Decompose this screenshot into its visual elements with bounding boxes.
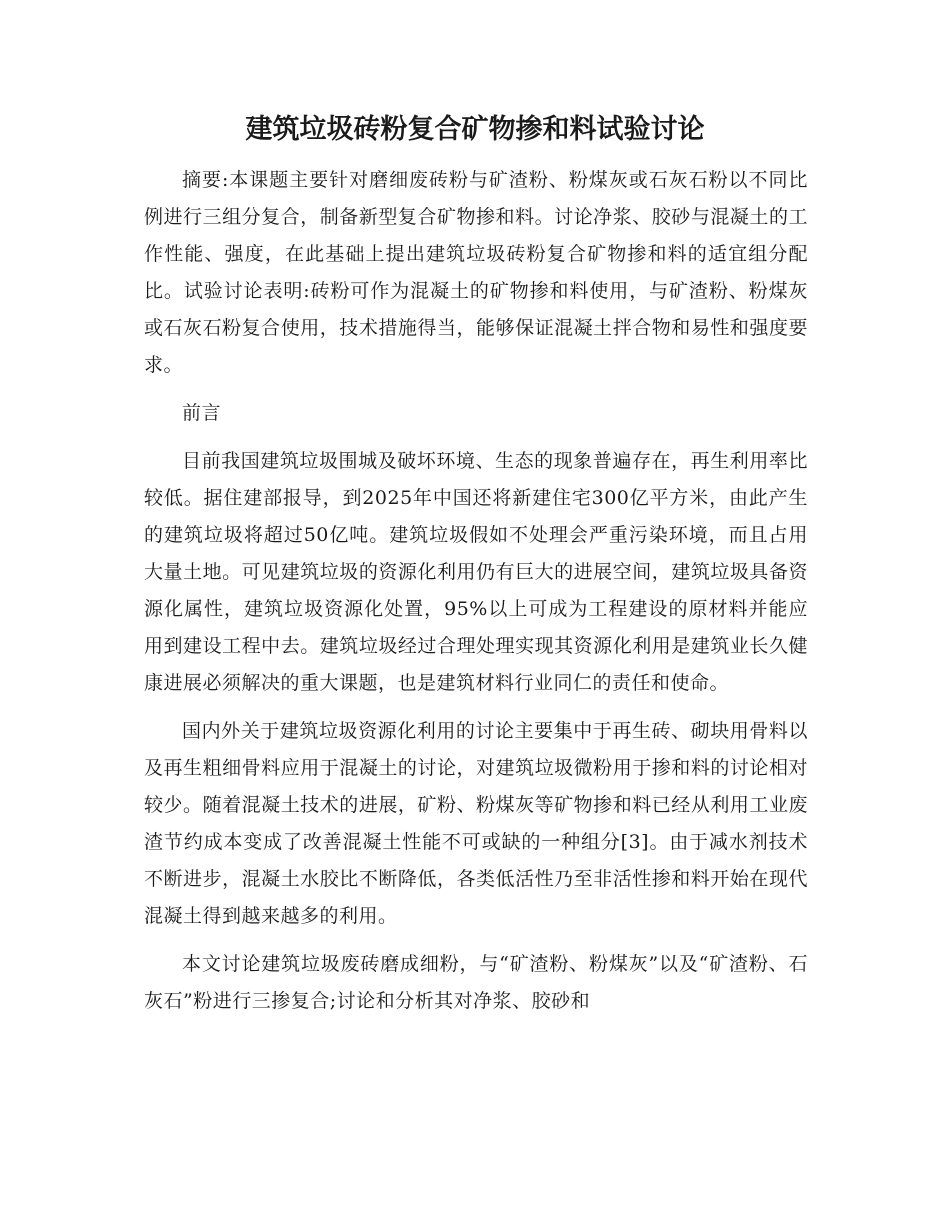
- paragraph-spacer: [144, 935, 808, 946]
- section-heading-preface: 前言: [182, 402, 222, 424]
- body-paragraph: 本文讨论建筑垃圾废砖磨成细粉，与“矿渣粉、粉煤灰”以及“矿渣粉、石灰石”粉进行三掺复合;讨论和分析其对净浆、胶砂和: [144, 953, 808, 1012]
- document-body: [144, 162, 808, 1020]
- document-title: 建筑垃圾砖粉复合矿物掺和料试验讨论: [245, 114, 705, 145]
- paragraph-spacer: [144, 384, 808, 395]
- paragraph-spacer: [144, 432, 808, 443]
- body-paragraph: 国内外关于建筑垃圾资源化利用的讨论主要集中于再生砖、砌块用骨料以及再生粗细骨料应用于混凝土的讨论，对建筑垃圾微粉用于掺和料的讨论相对较少。随着混凝土技术的进展，矿粉、粉煤灰等矿物掺和料已经从利用工业废渣节约成本变成了改善混凝土性能不可或缺的一种组分[3]。由于减水剂技术不断进步，混凝土水胶比不断降低，各类低活性乃至非活性掺和料开始在现代混凝土得到越来越多的利用。: [144, 720, 808, 927]
- abstract-paragraph: 摘要:本课题主要针对磨细废砖粉与矿渣粉、粉煤灰或石灰石粉以不同比例进行三组分复合，制备新型复合矿物掺和料。讨论净浆、胶砂与混凝土的工作性能、强度，在此基础上提出建筑垃圾砖粉复合矿物掺和料的适宜组分配比。试验讨论表明:砖粉可作为混凝土的矿物掺和料使用，与矿渣粉、粉煤灰或石灰石粉复合使用，技术措施得当，能够保证混凝土拌合物和易性和强度要求。: [144, 169, 808, 376]
- body-paragraph: 目前我国建筑垃圾围城及破坏环境、生态的现象普遍存在，再生利用率比较低。据住建部报导，到2025年中国还将新建住宅300亿平方米，由此产生的建筑垃圾将超过50亿吨。建筑垃圾假如不处理会严重污染环境，而且占用大量土地。可见建筑垃圾的资源化利用仍有巨大的进展空间，建筑垃圾具备资源化属性，建筑垃圾资源化处置，95%以上可成为工程建设的原材料并能应用到建设工程中去。建筑垃圾经过合理处理实现其资源化利用是建筑业长久健康进展必须解决的重大课题，也是建筑材料行业同仁的责任和使命。: [144, 450, 808, 694]
- paragraph-spacer: [144, 702, 808, 713]
